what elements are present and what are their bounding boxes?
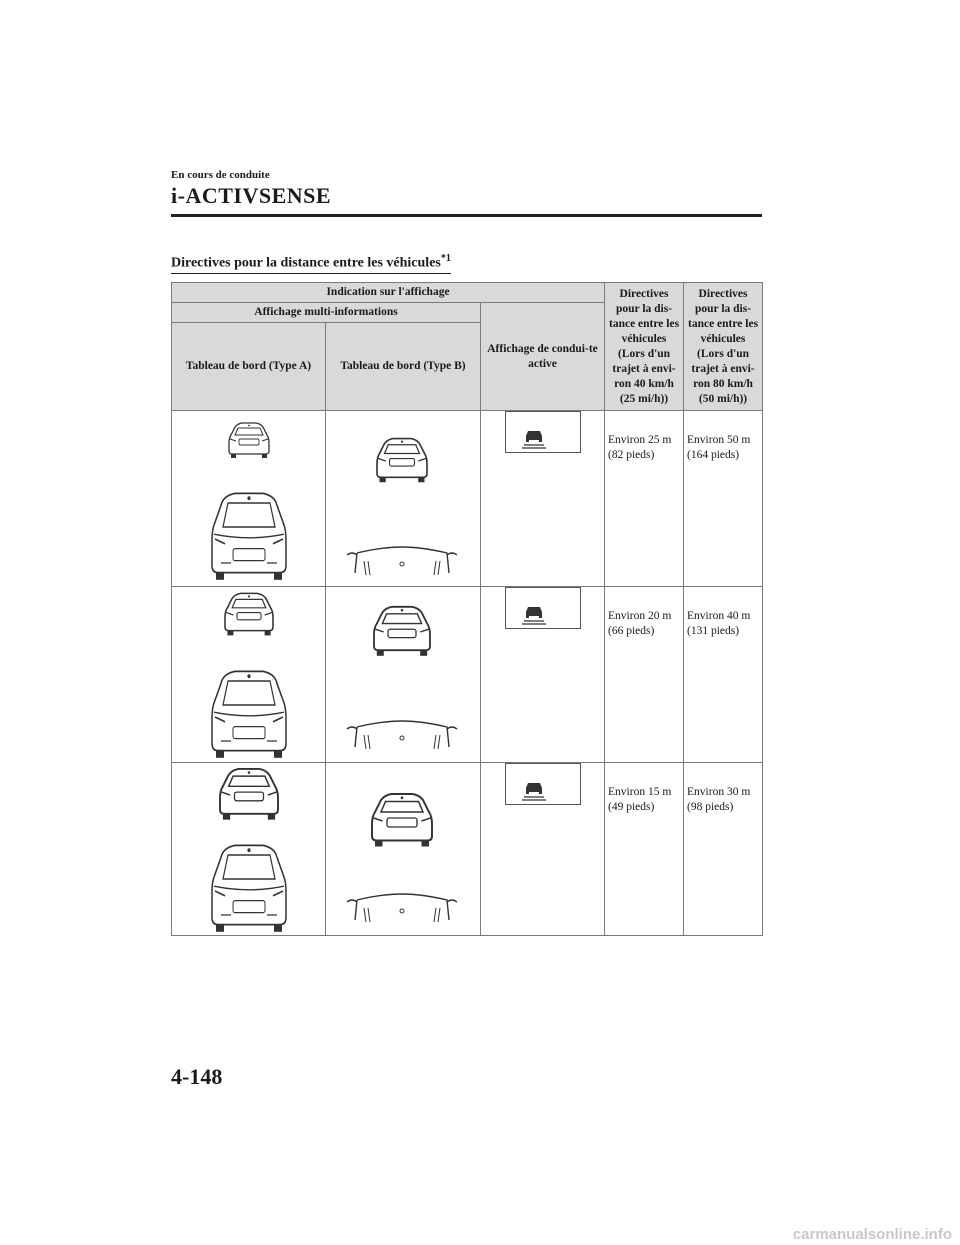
header-type-b: Tableau de bord (Type B) [326,323,481,411]
header-type-a: Tableau de bord (Type A) [172,323,326,411]
section-heading [171,253,451,274]
type-a-illustration [172,763,326,936]
distance-40: Environ 20 m (66 pieds) [605,587,684,763]
header-indication: Indication sur l'affichage [172,283,605,303]
type-a-illustration [172,587,326,763]
breadcrumb: En cours de conduite [171,169,270,181]
table-row [172,587,763,763]
distance-40: Environ 25 m (82 pieds) [605,411,684,587]
active-display-illustration [481,763,605,936]
type-b-illustration [326,411,481,587]
type-b-illustration [326,587,481,763]
table-row [172,763,763,936]
page-title: i-ACTIVSENSE [171,183,332,208]
distance-80: Environ 30 m (98 pieds) [684,763,763,936]
active-display-illustration [481,411,605,587]
distance-80: Environ 50 m (164 pieds) [684,411,763,587]
distance-guide-table [171,282,763,936]
header-active-display: Affichage de condui-te active [481,303,605,411]
table-row [172,411,763,587]
type-b-illustration [326,763,481,936]
hud-frame [505,763,581,805]
title-rule [171,214,762,217]
hud-frame [505,411,581,453]
hud-frame [505,587,581,629]
distance-40: Environ 15 m (49 pieds) [605,763,684,936]
page-number: 4-148 [171,1064,223,1089]
header-guide-40: Directives pour la dis-tance entre les véhicules (Lors d'un trajet à envi-ron 40 km/h (25 mi/h)) [605,283,684,411]
type-a-illustration [172,411,326,587]
watermark: carmanualsonline.info [792,1226,952,1243]
footnote-mark: *1 [440,253,451,264]
header-guide-80: Directives pour la dis-tance entre les véhicules (Lors d'un trajet à envi-ron 80 km/h (50 mi/h)) [684,283,763,411]
active-display-illustration [481,587,605,763]
distance-80: Environ 40 m (131 pieds) [684,587,763,763]
section-heading-text: Directives pour la distance entre les véhicules [171,255,441,271]
header-multi-info: Affichage multi-informations [172,303,481,323]
